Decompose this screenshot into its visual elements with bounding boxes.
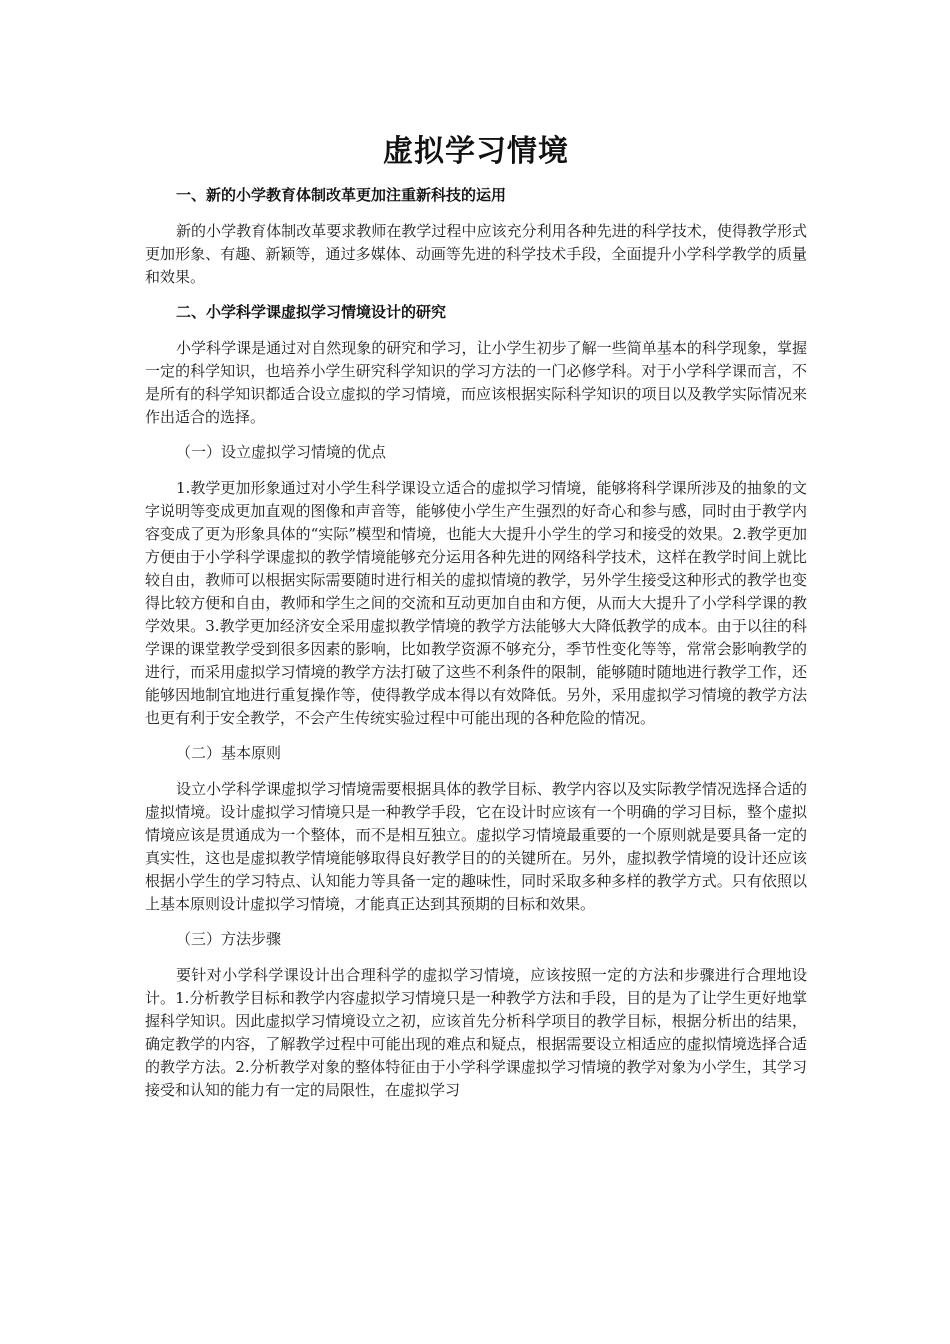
paragraph-1: 新的小学教育体制改革要求教师在教学过程中应该充分利用各种先进的科学技术，使得教学形式更加形象、有趣、新颖等，通过多媒体、动画等先进的科学技术手段，全面提升小学科学教学的质量和效果。 bbox=[145, 222, 807, 286]
subheading-advantages: （一）设立虚拟学习情境的优点 bbox=[176, 443, 387, 461]
paragraph-2: 小学科学课是通过对自然现象的研究和学习，让小学生初步了解一些简单基本的科学现象，掌握一定的科学知识，也培养小学生研究科学知识的学习方法的一门必修学科。对于小学科学课而言，不是所有的科学知识都适合设立虚拟的学习情境，而应该根据实际科学知识的项目以及教学实际情况来作出适合的选择。 bbox=[145, 339, 807, 426]
paragraph-principles: 设立小学科学课虚拟学习情境需要根据具体的教学目标、教学内容以及实际教学情况选择合适的虚拟情境。设计虚拟学习情境只是一种教学手段，它在设计时应该有一个明确的学习目标，整个虚拟情境应该是贯通成为一个整体，而不是相互独立。虚拟学习情境最重要的一个原则就是要具备一定的真实性，这也是虚拟教学情境能够取得良好教学目的的关键所在。另外，虚拟教学情境的设计还应该根据小学生的学习特点、认知能力等具备一定的趣味性，同时采取多种多样的教学方式。只有依照以上基本原则设计虚拟学习情境，才能真正达到其预期的目标和效果。 bbox=[145, 780, 807, 913]
section-heading-2: 二、小学科学课虚拟学习情境设计的研究 bbox=[176, 303, 447, 321]
paragraph-advantages: 1.教学更加形象通过对小学生科学课设立适合的虚拟学习情境，能够将科学课所涉及的抽象的文字说明等变成更加直观的图像和声音等，能够使小学生产生强烈的好奇心和参与感，同时由于教学内容变成了更为形象具体的“实际”模型和情境，也能大大提升小学生的学习和接受的效果。2.教学更加方便由于小学科学课虚拟的教学情境能够充分运用各种先进的网络科学技术，这样在教学时间上就比较自由，教师可以根据实际需要随时进行相关的虚拟情境的教学，另外学生接受这种形式的教学也变得比较方便和自由，教师和学生之间的交流和互动更加自由和方便，从而大大提升了小学科学课的教学效果。3.教学更加经济安全采用虚拟教学情境的教学方法能够大大降低教学的成本。由于以往的科学课的课堂教学受到很多因素的影响，比如教学资源不够充分，季节性变化等等，常常会影响教学的进行，而采用虚拟学习情境的教学方法打破了这些不利条件的限制，能够随时随地进行教学工作，还能够因地制宜地进行重复操作等，使得教学成本得以有效降低。另外，采用虚拟学习情境的教学方法也更有利于安全教学，不会产生传统实验过程中可能出现的各种危险的情况。 bbox=[145, 479, 807, 727]
section-heading-1: 一、新的小学教育体制改革更加注重新科技的运用 bbox=[176, 186, 507, 204]
paragraph-methods: 要针对小学科学课设计出合理科学的虚拟学习情境，应该按照一定的方法和步骤进行合理地设计。1.分析教学目标和教学内容虚拟学习情境只是一种教学方法和手段，目的是为了让学生更好地掌握科学知识。因此虚拟学习情境设立之初，应该首先分析科学项目的教学目标，根据分析出的结果，确定教学的内容，了解教学过程中可能出现的难点和疑点，根据需要设立相适应的虚拟情境选择合适的教学方法。2.分析教学对象的整体特征由于小学科学课虚拟学习情境的教学对象为小学生，其学习接受和认知的能力有一定的局限性，在虚拟学习 bbox=[145, 966, 807, 1099]
subheading-methods: （三）方法步骤 bbox=[176, 930, 282, 948]
document-title: 虚拟学习情境 bbox=[383, 134, 569, 169]
subheading-principles: （二）基本原则 bbox=[176, 744, 282, 762]
document-page bbox=[145, 126, 807, 1114]
